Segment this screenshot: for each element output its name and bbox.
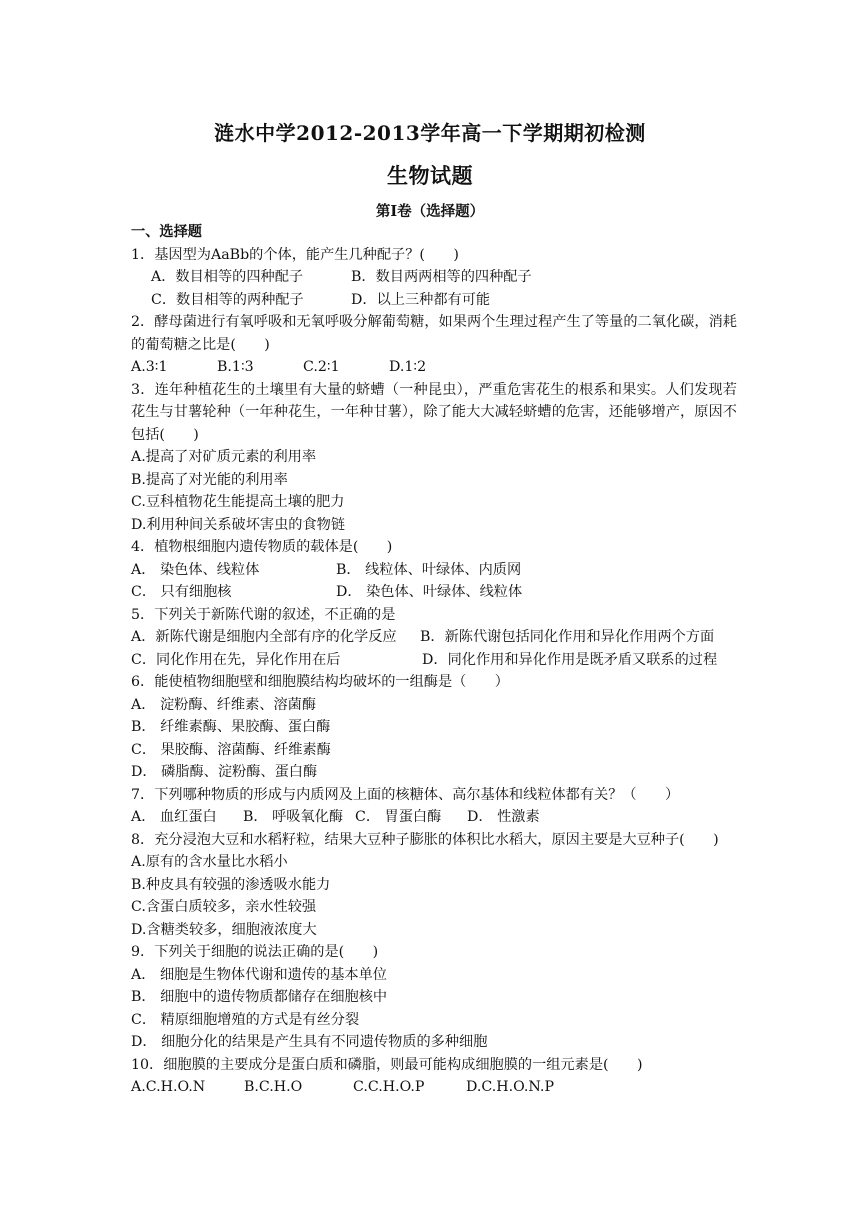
question-3-option-c: C.豆科植物花生能提高土壤的肥力: [131, 494, 345, 510]
question-10-option-b: B.C.H.O: [244, 1079, 303, 1095]
question-6-option-c: C． 果胶酶、溶菌酶、纤维素酶: [131, 741, 331, 758]
question-2-option-a: A.3∶1: [131, 359, 168, 375]
question-9-option-b: B． 细胞中的遗传物质都储存在细胞核中: [131, 989, 388, 1005]
question-2-option-b: B.1∶3: [217, 359, 254, 375]
question-9-option-c: C． 精原细胞增殖的方式是有丝分裂: [131, 1011, 360, 1028]
question-4-option-a: A． 染色体、线粒体: [131, 561, 260, 578]
question-10-option-a: A.C.H.O.N: [131, 1079, 206, 1095]
question-3-option-a: A.提高了对矿质元素的利用率: [131, 449, 317, 465]
question-10-option-c: C.C.H.O.P: [353, 1079, 425, 1095]
exam-title: 涟水中学2012-2013学年高一下学期期初检测: [214, 121, 646, 145]
question-8-option-c: C.含蛋白质较多，亲水性较强: [131, 899, 317, 915]
question-5-stem: 5．下列关于新陈代谢的叙述，不正确的是: [131, 606, 396, 623]
question-4-options-row1: [131, 559, 737, 582]
question-2-option-d: D.1∶2: [389, 359, 427, 375]
question-8-stem: 8．充分浸泡大豆和水稻籽粒，结果大豆种子膨胀的体积比水稻大，原因主要是大豆种子( ): [131, 831, 719, 848]
question-1-options-row2: [131, 289, 737, 312]
question-list: [131, 221, 737, 1099]
question-8-option-d: D.含糖类较多，细胞液浓度大: [131, 921, 317, 938]
question-1-stem: 1．基因型为AaBb的个体，能产生几种配子？( ): [131, 246, 459, 263]
question-4-options-row2: [131, 581, 737, 604]
question-10-options: [131, 1076, 737, 1099]
section-heading: 一、选择题: [131, 224, 202, 240]
question-10-stem: 10．细胞膜的主要成分是蛋白质和磷脂，则最可能构成细胞膜的一组元素是( ): [131, 1056, 643, 1073]
question-4-option-b: B． 线粒体、叶绿体、内质网: [336, 561, 522, 578]
question-2-option-c: C.2∶1: [303, 359, 340, 375]
question-9-option-d: D． 细胞分化的结果是产生具有不同遗传物质的多种细胞: [131, 1034, 488, 1050]
question-7-option-c: C． 胃蛋白酶: [355, 809, 442, 825]
question-7-stem: 7．下列哪种物质的形成与内质网及上面的核糖体、高尔基体和线粒体都有关？（ ）: [131, 786, 680, 803]
question-3-stem: 3．连年种植花生的土壤里有大量的蛴螬（一种昆虫），严重危害花生的根系和果实。人们发现若花生与甘薯轮种（一年种花生，一年种甘薯），除了能大大减轻蛴螬的危害，还能够增产，原因不包括( ): [131, 381, 737, 443]
question-5-options-row1: [131, 626, 737, 649]
question-7-option-b: B． 呼吸氧化酶: [243, 809, 344, 825]
question-3-option-d: D.利用种间关系破坏害虫的食物链: [131, 516, 346, 533]
question-1-option-b: B．数目两两相等的四种配子: [351, 269, 532, 285]
question-6-stem: 6．能使植物细胞壁和细胞膜结构均破坏的一组酶是（ ）: [131, 674, 509, 690]
question-5-option-a: A．新陈代谢是细胞内全部有序的化学反应: [131, 629, 397, 645]
question-6-option-b: B． 纤维素酶、果胶酶、蛋白酶: [131, 719, 331, 735]
question-1-options-row1: [131, 266, 737, 289]
question-3-option-b: B.提高了对光能的利用率: [131, 471, 288, 488]
part-heading: 第I卷（选择题）: [375, 203, 485, 220]
question-7-option-d: D． 性激素: [467, 809, 540, 825]
question-8-option-a: A.原有的含水量比水稻小: [131, 854, 288, 870]
question-9-stem: 9．下列关于细胞的说法正确的是( ): [131, 944, 379, 960]
question-5-options-row2: [131, 649, 737, 672]
question-6-option-d: D． 磷脂酶、淀粉酶、蛋白酶: [131, 764, 318, 780]
question-4-stem: 4．植物根细胞内遗传物质的载体是( ): [131, 539, 393, 555]
question-7-options: [131, 806, 737, 829]
question-5-option-c: C．同化作用在先，异化作用在后: [131, 651, 341, 668]
question-8-option-b: B.种皮具有较强的渗透吸水能力: [131, 876, 331, 893]
question-1-option-d: D．以上三种都有可能: [351, 291, 491, 308]
question-7-option-a: A． 血红蛋白: [131, 809, 217, 825]
question-4-option-c: C． 只有细胞核: [131, 584, 232, 600]
question-5-option-b: B．新陈代谢包括同化作用和异化作用两个方面: [420, 629, 715, 645]
question-4-option-d: D． 染色体、叶绿体、线粒体: [336, 584, 523, 600]
question-2-stem: 2．酵母菌进行有氧呼吸和无氧呼吸分解葡萄糖，如果两个生理过程产生了等量的二氧化碳，消耗的葡萄糖之比是( ): [131, 314, 737, 353]
exam-subtitle: 生物试题: [387, 163, 473, 188]
question-1-option-a: A．数目相等的四种配子: [151, 269, 304, 285]
question-2-options: [131, 356, 737, 379]
question-9-option-a: A． 细胞是生物体代谢和遗传的基本单位: [131, 966, 387, 983]
question-10-option-d: D.C.H.O.N.P: [466, 1079, 554, 1095]
question-5-option-d: D．同化作用和异化作用是既矛盾又联系的过程: [422, 651, 718, 668]
question-6-option-a: A． 淀粉酶、纤维素、溶菌酶: [131, 696, 317, 713]
question-1-option-c: C．数目相等的两种配子: [151, 291, 304, 308]
